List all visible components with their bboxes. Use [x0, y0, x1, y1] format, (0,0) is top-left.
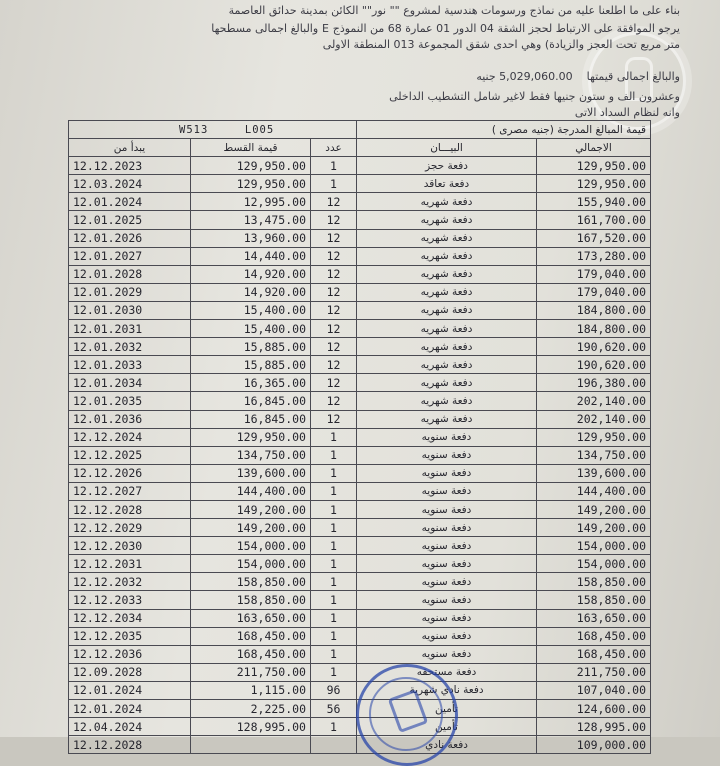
table-row [69, 193, 651, 211]
cell-start: 12.03.2024 [69, 175, 191, 193]
cell-amount: 168,450.00 [191, 645, 311, 663]
table-row [69, 356, 651, 374]
cell-start: 12.01.2028 [69, 265, 191, 283]
header-line-1: بناء على ما اطلعنا عليه من نماذج ورسومات هندسية لمشروع "" نور"" الكائن بمدينة حدائق العاصمة [228, 4, 680, 17]
col-amount-header: قيمة القسط [191, 139, 311, 157]
cell-start: 12.09.2028 [69, 663, 191, 681]
table-row [69, 374, 651, 392]
cell-total: 184,800.00 [537, 301, 651, 319]
payment-schedule-table [68, 120, 651, 754]
cell-desc: دفعة شهريه [357, 392, 537, 410]
cell-count: 12 [311, 247, 357, 265]
cell-total: 155,940.00 [537, 193, 651, 211]
table-row [69, 736, 651, 754]
cell-start: 12.01.2024 [69, 193, 191, 211]
cell-total: 158,850.00 [537, 573, 651, 591]
cell-amount: 15,885.00 [191, 356, 311, 374]
table-row [69, 446, 651, 464]
header-line-2: يرجو الموافقة على الارتباط لحجز الشقة 04 الدور 01 عمارة 68 من النموذج E والبالغ اجمالى مسطحها [211, 22, 680, 35]
cell-total: 211,750.00 [537, 663, 651, 681]
cell-total: 144,400.00 [537, 482, 651, 500]
cell-count: 12 [311, 410, 357, 428]
cell-count: 12 [311, 283, 357, 301]
cell-total: 139,600.00 [537, 464, 651, 482]
col-count-header: عدد [311, 139, 357, 157]
cell-start: 12.01.2036 [69, 410, 191, 428]
cell-total: 128,995.00 [537, 718, 651, 736]
group-number: 013 [393, 38, 415, 51]
unit-info-row [69, 121, 651, 139]
cell-count: 1 [311, 482, 357, 500]
cell-desc: دفعة سنويه [357, 627, 537, 645]
cell-total: 129,950.00 [537, 428, 651, 446]
cell-amount: 211,750.00 [191, 663, 311, 681]
cell-count: 1 [311, 609, 357, 627]
cell-amount: 149,200.00 [191, 519, 311, 537]
cell-amount: 12,995.00 [191, 193, 311, 211]
unit-code-1: W513 [179, 123, 209, 136]
cell-start: 12.01.2033 [69, 356, 191, 374]
table-row [69, 428, 651, 446]
cell-count: 1 [311, 573, 357, 591]
table-row [69, 482, 651, 500]
cell-start: 12.01.2035 [69, 392, 191, 410]
header-line-3: متر مربع تحت العجز والزيادة) وهي احدى شقق المجموعة 013 المنطقة الاولى [322, 38, 680, 51]
cell-total: 179,040.00 [537, 283, 651, 301]
cell-amount: 129,950.00 [191, 175, 311, 193]
cell-start: 12.01.2034 [69, 374, 191, 392]
cell-amount: 1,115.00 [191, 681, 311, 699]
cell-total: 154,000.00 [537, 555, 651, 573]
cell-amount: 144,400.00 [191, 482, 311, 500]
table-row [69, 211, 651, 229]
cell-count: 12 [311, 229, 357, 247]
cell-count: 12 [311, 338, 357, 356]
cell-amount: 14,440.00 [191, 247, 311, 265]
cell-desc: دفعة نادي [357, 736, 537, 754]
cell-total: 161,700.00 [537, 211, 651, 229]
cell-amount: 154,000.00 [191, 537, 311, 555]
cell-desc: دفعة سنويه [357, 573, 537, 591]
cell-amount: 129,950.00 [191, 157, 311, 175]
cell-amount: 14,920.00 [191, 283, 311, 301]
cell-desc: دفعة شهريه [357, 229, 537, 247]
cell-start: 12.01.2025 [69, 211, 191, 229]
cell-count: 12 [311, 392, 357, 410]
cell-amount: 158,850.00 [191, 591, 311, 609]
cell-desc: تأمين [357, 700, 537, 718]
cell-total: 124,600.00 [537, 700, 651, 718]
header-line-6: وانه لنظام السداد الاتى [574, 106, 680, 119]
cell-count: 1 [311, 157, 357, 175]
cell-total: 184,800.00 [537, 320, 651, 338]
cell-start: 12.12.2030 [69, 537, 191, 555]
cell-amount: 16,845.00 [191, 410, 311, 428]
cell-total: 196,380.00 [537, 374, 651, 392]
total-price: 5,029,060.00 [499, 70, 573, 83]
cell-start: 12.12.2026 [69, 464, 191, 482]
model-code: E [321, 22, 330, 35]
cell-start: 12.12.2034 [69, 609, 191, 627]
cell-amount: 154,000.00 [191, 555, 311, 573]
cell-count: 1 [311, 537, 357, 555]
cell-total: 168,450.00 [537, 627, 651, 645]
floor-number: 01 [436, 22, 451, 35]
unit-codes [69, 121, 357, 139]
cell-amount: 139,600.00 [191, 464, 311, 482]
cell-amount: 129,950.00 [191, 428, 311, 446]
cell-amount: 13,960.00 [191, 229, 311, 247]
table-row [69, 537, 651, 555]
table-row [69, 392, 651, 410]
cell-total: 107,040.00 [537, 681, 651, 699]
cell-amount: 2,225.00 [191, 700, 311, 718]
cell-start: 12.12.2024 [69, 428, 191, 446]
cell-start: 12.01.2030 [69, 301, 191, 319]
cell-desc: دفعة شهريه [357, 356, 537, 374]
cell-desc: دفعة سنويه [357, 519, 537, 537]
cell-desc: دفعة سنويه [357, 446, 537, 464]
cell-amount: 14,920.00 [191, 265, 311, 283]
cell-amount: 15,400.00 [191, 301, 311, 319]
table-row [69, 555, 651, 573]
cell-count: 1 [311, 464, 357, 482]
cell-amount: 128,995.00 [191, 718, 311, 736]
cell-desc: دفعة نادي شهرية [357, 681, 537, 699]
cell-desc: دفعة سنويه [357, 537, 537, 555]
cell-count: 1 [311, 446, 357, 464]
cell-total: 173,280.00 [537, 247, 651, 265]
cell-start: 12.12.2031 [69, 555, 191, 573]
cell-amount: 13,475.00 [191, 211, 311, 229]
table-row [69, 663, 651, 681]
cell-count: 12 [311, 320, 357, 338]
cell-start: 12.01.2029 [69, 283, 191, 301]
cell-total: 190,620.00 [537, 338, 651, 356]
cell-start: 12.12.2036 [69, 645, 191, 663]
cell-count: 1 [311, 519, 357, 537]
cell-count: 1 [311, 500, 357, 518]
cell-count: 1 [311, 718, 357, 736]
table-row [69, 265, 651, 283]
cell-start: 12.01.2032 [69, 338, 191, 356]
cell-amount: 16,365.00 [191, 374, 311, 392]
cell-total: 149,200.00 [537, 500, 651, 518]
cell-amount: 16,845.00 [191, 392, 311, 410]
cell-total: 190,620.00 [537, 356, 651, 374]
table-row [69, 175, 651, 193]
cell-start: 12.01.2027 [69, 247, 191, 265]
table-row [69, 247, 651, 265]
table-row [69, 573, 651, 591]
table-row [69, 609, 651, 627]
cell-start: 12.12.2029 [69, 519, 191, 537]
cell-desc: دفعة سنويه [357, 645, 537, 663]
cell-start: 12.12.2025 [69, 446, 191, 464]
table-row [69, 519, 651, 537]
column-header-row [69, 139, 651, 157]
cell-start: 12.12.2023 [69, 157, 191, 175]
cell-desc: دفعة سنويه [357, 500, 537, 518]
cell-count: 1 [311, 175, 357, 193]
cell-count: 1 [311, 627, 357, 645]
table-row [69, 338, 651, 356]
cell-count: 12 [311, 265, 357, 283]
cell-count: 12 [311, 356, 357, 374]
building-number: 68 [387, 22, 402, 35]
cell-amount: 15,885.00 [191, 338, 311, 356]
cell-amount: 168,450.00 [191, 627, 311, 645]
currency-title: قيمة المبالغ المدرجة (جنيه مصرى ) [357, 121, 651, 139]
table-row [69, 229, 651, 247]
cell-start: 12.04.2024 [69, 718, 191, 736]
cell-desc: دفعة سنويه [357, 482, 537, 500]
cell-start: 12.12.2027 [69, 482, 191, 500]
company-stamp-icon [356, 664, 458, 766]
cell-amount: 163,650.00 [191, 609, 311, 627]
cell-amount: 134,750.00 [191, 446, 311, 464]
cell-desc: دفعة شهريه [357, 374, 537, 392]
cell-amount: 149,200.00 [191, 500, 311, 518]
cell-desc: دفعة شهريه [357, 193, 537, 211]
cell-start: 12.12.2035 [69, 627, 191, 645]
cell-total: 167,520.00 [537, 229, 651, 247]
table-row [69, 500, 651, 518]
cell-total: 202,140.00 [537, 410, 651, 428]
cell-desc: دفعة سنويه [357, 591, 537, 609]
cell-desc: دفعة تعاقد [357, 175, 537, 193]
cell-start: 12.12.2028 [69, 500, 191, 518]
cell-amount [191, 736, 311, 754]
unit-number: 04 [479, 22, 494, 35]
cell-count: 96 [311, 681, 357, 699]
cell-count: 12 [311, 374, 357, 392]
table-row [69, 283, 651, 301]
table-row [69, 627, 651, 645]
cell-total: 179,040.00 [537, 265, 651, 283]
cell-count: 1 [311, 428, 357, 446]
cell-total: 154,000.00 [537, 537, 651, 555]
cell-desc: دفعة سنويه [357, 464, 537, 482]
cell-desc: دفعة شهريه [357, 247, 537, 265]
cell-count: 12 [311, 193, 357, 211]
table-row [69, 464, 651, 482]
cell-count: 12 [311, 301, 357, 319]
cell-total: 168,450.00 [537, 645, 651, 663]
cell-count: 1 [311, 591, 357, 609]
table-row [69, 410, 651, 428]
cell-start: 12.01.2031 [69, 320, 191, 338]
cell-desc: دفعة مستحقه [357, 663, 537, 681]
cell-total: 109,000.00 [537, 736, 651, 754]
cell-total: 134,750.00 [537, 446, 651, 464]
cell-start: 12.12.2033 [69, 591, 191, 609]
cell-desc: دفعة شهريه [357, 283, 537, 301]
cell-start: 12.01.2024 [69, 700, 191, 718]
cell-desc: دفعة شهريه [357, 301, 537, 319]
cell-desc: دفعة سنويه [357, 428, 537, 446]
cell-count [311, 736, 357, 754]
cell-total: 202,140.00 [537, 392, 651, 410]
cell-count: 1 [311, 663, 357, 681]
table-row [69, 301, 651, 319]
cell-amount: 15,400.00 [191, 320, 311, 338]
cell-desc: دفعة سنويه [357, 609, 537, 627]
header-line-5: وعشرون الف و ستون جنيها فقط لاغير شامل التشطيب الداخلى [389, 90, 680, 103]
cell-desc: دفعة شهريه [357, 320, 537, 338]
cell-total: 149,200.00 [537, 519, 651, 537]
cell-desc: دفعة شهريه [357, 211, 537, 229]
cell-total: 129,950.00 [537, 175, 651, 193]
table-row [69, 157, 651, 175]
col-total-header: الاجمالي [537, 139, 651, 157]
table-row [69, 645, 651, 663]
cell-desc: دفعة حجز [357, 157, 537, 175]
table-row [69, 591, 651, 609]
cell-count: 12 [311, 211, 357, 229]
table-row [69, 320, 651, 338]
cell-start: 12.12.2028 [69, 736, 191, 754]
cell-total: 158,850.00 [537, 591, 651, 609]
cell-count: 1 [311, 645, 357, 663]
cell-total: 129,950.00 [537, 157, 651, 175]
cell-desc: دفعة شهريه [357, 410, 537, 428]
cell-start: 12.12.2032 [69, 573, 191, 591]
cell-count: 56 [311, 700, 357, 718]
col-start-header: يبدأ من [69, 139, 191, 157]
cell-desc: دفعة سنويه [357, 555, 537, 573]
cell-amount: 158,850.00 [191, 573, 311, 591]
cell-start: 12.01.2026 [69, 229, 191, 247]
cell-count: 1 [311, 555, 357, 573]
header-line-4: والبالغ اجمالى قيمتها 5,029,060.00 جنيه [476, 70, 680, 83]
cell-desc: دفعة شهريه [357, 338, 537, 356]
cell-desc: تأمين [357, 718, 537, 736]
col-desc-header: البيـــان [357, 139, 537, 157]
cell-desc: دفعة شهريه [357, 265, 537, 283]
cell-start: 12.01.2024 [69, 681, 191, 699]
cell-total: 163,650.00 [537, 609, 651, 627]
unit-code-2: L005 [244, 123, 275, 136]
